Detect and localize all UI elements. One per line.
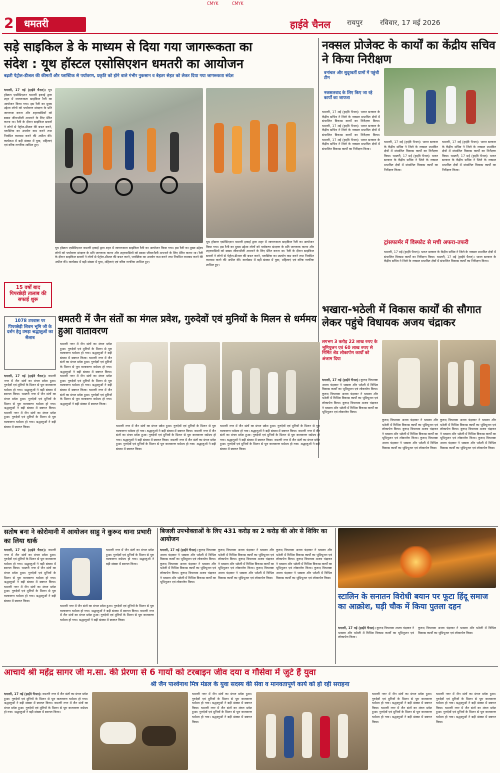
jain-photo-1 bbox=[116, 342, 168, 420]
jain-column-1: धमतरी, 17 मई (हाईवे चैनल)। धमतरी नगर में जैन संतों का मंगल प्रवेश हुआ। गुरुदेवों एवं मुनियों के मिलन से पूरा वातावरण धर्ममय हो गया। श्रद्धालुओं ने बड़ी संख्या में स्वागत किया। धमतरी नगर में जैन संतों का मंगल प्रवेश हुआ। गुरुदेवों एवं मुनियों के मिलन से पूरा वातावरण धर्ममय हो गया। श्रद्धालुओं ने बड़ी संख्या में स्वागत किया। धमतरी नगर में जैन संतों का मंगल प्रवेश हुआ। गुरुदेवों एवं मुनियों के मिलन से पूरा वातावरण धर्ममय हो गया। श्रद्धालुओं ने बड़ी संख्या में स्वागत किया। bbox=[4, 374, 56, 429]
lead-photo-cyclists bbox=[55, 88, 203, 243]
naxal-column-2: धमतरी, 17 मई (हाईवे चैनल)। भारत सरकार के केंद्रीय सचिव ने जिले के नक्सल प्रभावित क्षेत्रों में संचालित विकास कार्यों का निरीक्षण किया। धमतरी, 17 मई (हाईवे चैनल)। भारत सरकार के केंद्रीय सचिव ने जिले के नक्सल प्रभावित क्षेत्रों में संचालित विकास कार्यों का निरीक्षण किया। bbox=[384, 140, 438, 172]
bhakhara-column-3: कुरूद विधायक अजय चंद्राकर ने भखारा और भठेली में विभिन्न विकास कार्यों का भूमिपूजन एवं लोकार्पण किया। कुरूद विधायक अजय चंद्राकर ने भखारा और भठेली में विभिन्न विकास कार्यों का भूमिपूजन एवं लोकार्पण किया। कुरूद विधायक अजय चंद्राकर ने भखारा और भठेली में विभिन्न विकास कार्यों का भूमिपूजन एवं लोकार्पण किया। bbox=[440, 418, 496, 450]
cmyk-marker-left: CMYK bbox=[207, 1, 219, 6]
stalin-photo bbox=[338, 528, 496, 588]
jain-photo-2 bbox=[170, 342, 220, 420]
paper-name: हाईवे चैनल bbox=[290, 20, 331, 31]
bhakhara-headline: भखारा-भठेली में विकास कार्यों की सौगात लेकर पहुंचे विधायक अजय चंद्राकर bbox=[322, 304, 482, 329]
bhakhara-column-1: धमतरी, 17 मई (हाईवे चैनल)। कुरूद विधायक अजय चंद्राकर ने भखारा और भठेली में विभिन्न विकास कार्यों का भूमिपूजन एवं लोकार्पण किया। कुरूद विधायक अजय चंद्राकर ने भखारा और भठेली में विभिन्न विकास कार्यों का भूमिपूजन एवं लोकार्पण किया। कुरूद विधायक अजय चंद्राकर ने भखारा और भठेली में विभिन्न विकास कार्यों का भूमिपूजन एवं लोकार्पण किया। bbox=[322, 378, 378, 415]
stalin-column-2: कुरूद विधायक अजय चंद्राकर ने भखारा और भठेली में विभिन्न विकास कार्यों का भूमिपूजन एवं लोकार्पण किया। bbox=[418, 626, 496, 635]
kurud-column-1: धमतरी, 17 मई (हाईवे चैनल)। धमतरी नगर में जैन संतों का मंगल प्रवेश हुआ। गुरुदेवों एवं मुनियों के मिलन से पूरा वातावरण धर्ममय हो गया। श्रद्धालुओं ने बड़ी संख्या में स्वागत किया। धमतरी नगर में जैन संतों का मंगल प्रवेश हुआ। गुरुदेवों एवं मुनियों के मिलन से पूरा वातावरण धर्ममय हो गया। श्रद्धालुओं ने बड़ी संख्या में स्वागत किया। धमतरी नगर में जैन संतों का मंगल प्रवेश हुआ। गुरुदेवों एवं मुनियों के मिलन से पूरा वातावरण धर्ममय हो गया। श्रद्धालुओं ने बड़ी संख्या में स्वागत किया। bbox=[4, 548, 56, 603]
lead-headline-line-2: संदेश : यूथ हॉस्टल एसोसिएशन धमतरी का आयोजन bbox=[4, 56, 244, 71]
kurud-headline: सतोष बना ने कोरोमानी में आयोजन साहु ने कुरूद थाना प्रभारी का लिया धार्क bbox=[4, 528, 152, 545]
jain-dateline: धमतरी, 17 मई (हाईवे चैनल)। bbox=[4, 374, 46, 378]
lead-column-1 bbox=[4, 88, 52, 278]
jain-photo-3 bbox=[222, 342, 320, 420]
lead-column-2: यूथ हॉस्टल एसोसिएशन धमतरी इकाई द्वारा शहर में जागरूकता साइकिल रैली का आयोजन किया गया। इस रैली का मुख्य उद्देश्य लोगों को पर्यावरण संरक्षण के प्रति जागरूक करना और शहरवासियों को स्वस्थ जीवनशैली अपनाने के लिए प्रेरित करना था। रैली के दौरान साइकिल सवारों ने लोगों से पेट्रोल-डीजल की बचत करने, प्लास्टिक का उपयोग कम करने तथा नियमित व्यायाम करने की अपील की। कार्यक्रम में बड़ी संख्या में युवा, महिलाएं एवं वरिष्ठ नागरिक शामिल हुए। bbox=[55, 246, 203, 264]
kurud-column-3: धमतरी नगर में जैन संतों का मंगल प्रवेश हुआ। गुरुदेवों एवं मुनियों के मिलन से पूरा वातावरण धर्ममय हो गया। श्रद्धालुओं ने बड़ी संख्या में स्वागत किया। bbox=[106, 548, 154, 566]
aacharya-photo-group bbox=[256, 692, 368, 770]
bhakhara-column-2: कुरूद विधायक अजय चंद्राकर ने भखारा और भठेली में विभिन्न विकास कार्यों का भूमिपूजन एवं लोकार्पण किया। कुरूद विधायक अजय चंद्राकर ने भखारा और भठेली में विभिन्न विकास कार्यों का भूमिपूजन एवं लोकार्पण किया। कुरूद विधायक अजय चंद्राकर ने भखारा और भठेली में विभिन्न विकास कार्यों का भूमिपूजन एवं लोकार्पण किया। bbox=[382, 418, 438, 450]
issue-date: रविवार, 17 मई 2026 bbox=[380, 19, 441, 27]
aacharya-column-1: धमतरी, 17 मई (हाईवे चैनल)। धमतरी नगर में जैन संतों का मंगल प्रवेश हुआ। गुरुदेवों एवं मुनियों के मिलन से पूरा वातावरण धर्ममय हो गया। श्रद्धालुओं ने बड़ी संख्या में स्वागत किया। धमतरी नगर में जैन संतों का मंगल प्रवेश हुआ। गुरुदेवों एवं मुनियों के मिलन से पूरा वातावरण धर्ममय हो गया। श्रद्धालुओं ने बड़ी संख्या में स्वागत किया। bbox=[4, 692, 88, 715]
bijli-column-1: धमतरी, 17 मई (हाईवे चैनल)। कुरूद विधायक अजय चंद्राकर ने भखारा और भठेली में विभिन्न विकास कार्यों का भूमिपूजन एवं लोकार्पण किया। कुरूद विधायक अजय चंद्राकर ने भखारा और भठेली में विभिन्न विकास कार्यों का भूमिपूजन एवं लोकार्पण किया। कुरूद विधायक अजय चंद्राकर ने भखारा और भठेली में विभिन्न विकास कार्यों का भूमिपूजन एवं लोकार्पण किया। bbox=[160, 548, 216, 585]
kurud-photo bbox=[60, 548, 102, 600]
city-name: रायपुर bbox=[347, 19, 363, 27]
naxal-column-3: धमतरी, 17 मई (हाईवे चैनल)। भारत सरकार के केंद्रीय सचिव ने जिले के नक्सल प्रभावित क्षेत्रों में संचालित विकास कार्यों का निरीक्षण किया। धमतरी, 17 मई (हाईवे चैनल)। भारत सरकार के केंद्रीय सचिव ने जिले के नक्सल प्रभावित क्षेत्रों में संचालित विकास कार्यों का निरीक्षण किया। bbox=[442, 140, 496, 172]
naxal-headline: नक्सल प्रोजेक्ट के कार्यों का केंद्रीय सचिव ने किया निरीक्षण bbox=[322, 38, 496, 66]
aacharya-column-3: धमतरी नगर में जैन संतों का मंगल प्रवेश हुआ। गुरुदेवों एवं मुनियों के मिलन से पूरा वातावरण धर्ममय हो गया। श्रद्धालुओं ने बड़ी संख्या में स्वागत किया। धमतरी नगर में जैन संतों का मंगल प्रवेश हुआ। गुरुदेवों एवं मुनियों के मिलन से पूरा वातावरण धर्ममय हो गया। श्रद्धालुओं ने बड़ी संख्या में स्वागत किया। bbox=[372, 692, 432, 724]
lead-sidebar-box: 15 वर्षों बाद पिपरछेड़ी तालाब की सफाई शुरू bbox=[4, 282, 52, 308]
lead-headline bbox=[4, 38, 314, 72]
lead-body: यूथ हॉस्टल एसोसिएशन धमतरी इकाई द्वारा शहर में जागरूकता साइकिल रैली का आयोजन किया गया। इस रैली का मुख्य उद्देश्य लोगों को पर्यावरण संरक्षण के प्रति जागरूक करना और शहरवासियों को स्वस्थ जीवनशैली अपनाने के लिए प्रेरित करना था। रैली के दौरान साइकिल सवारों ने लोगों से पेट्रोल-डीजल की बचत करने, प्लास्टिक का उपयोग कम करने तथा नियमित व्यायाम करने की अपील की। कार्यक्रम में बड़ी संख्या में युवा, महिलाएं एवं वरिष्ठ नागरिक शामिल हुए। bbox=[4, 88, 52, 148]
aacharya-subhead: श्री जैन पार्श्वनाथ मित्र मंडल के युवा सदस्य की सेवा व मानवतापूर्ण कार्य को हो रही सराहना bbox=[150, 681, 350, 688]
jain-column-4: धमतरी नगर में जैन संतों का मंगल प्रवेश हुआ। गुरुदेवों एवं मुनियों के मिलन से पूरा वातावरण धर्ममय हो गया। श्रद्धालुओं ने बड़ी संख्या में स्वागत किया। धमतरी नगर में जैन संतों का मंगल प्रवेश हुआ। गुरुदेवों एवं मुनियों के मिलन से पूरा वातावरण धर्ममय हो गया। श्रद्धालुओं ने बड़ी संख्या में स्वागत किया। धमतरी नगर में जैन संतों का मंगल प्रवेश हुआ। गुरुदेवों एवं मुनियों के मिलन से पूरा वातावरण धर्ममय हो गया। श्रद्धालुओं ने बड़ी संख्या में स्वागत किया। bbox=[220, 424, 320, 451]
lead-photo-group bbox=[206, 88, 314, 238]
naxal-column-1: धमतरी, 17 मई (हाईवे चैनल)। भारत सरकार के केंद्रीय सचिव ने जिले के नक्सल प्रभावित क्षेत्रों में संचालित विकास कार्यों का निरीक्षण किया। धमतरी, 17 मई (हाईवे चैनल)। भारत सरकार के केंद्रीय सचिव ने जिले के नक्सल प्रभावित क्षेत्रों में संचालित विकास कार्यों का निरीक्षण किया। धमतरी, 17 मई (हाईवे चैनल)। भारत सरकार के केंद्रीय सचिव ने जिले के नक्सल प्रभावित क्षेत्रों में संचालित विकास कार्यों का निरीक्षण किया। bbox=[322, 110, 380, 151]
bhakhara-photo-2 bbox=[440, 340, 496, 414]
naxal-bullet-2: नकसलवाद के लिए किए जा रहे कार्यों का जायजा bbox=[324, 90, 373, 101]
lead-dateline: धमतरी, 17 मई (हाईवे चैनल)। bbox=[4, 88, 46, 92]
aacharya-headline: आचार्य श्री महेंद्र सागर जी म.सा. की प्रेरणा से 6 गायों को टरबाइन जीव दया व गौसेवा में जुटे हैं युवा bbox=[4, 668, 316, 678]
naxal-photo bbox=[384, 68, 496, 136]
transformer-body: धमतरी, 17 मई (हाईवे चैनल)। भारत सरकार के केंद्रीय सचिव ने जिले के नक्सल प्रभावित क्षेत्रों में संचालित विकास कार्यों का निरीक्षण किया। धमतरी, 17 मई (हाईवे चैनल)। भारत सरकार के केंद्रीय सचिव ने जिले के नक्सल प्रभावित क्षेत्रों में संचालित विकास कार्यों का निरीक्षण किया। bbox=[384, 250, 496, 264]
lead-headline-line-1: सड़े साइकिल डे के माध्यम से दिया गया जागरूकता का bbox=[4, 39, 253, 54]
lead-subhead: बढ़ती पेट्रोल-डीजल की कीमतों और प्लास्टिक से पर्यावरण, प्रकृति को होने वाले गंभीर नुकसान व बेहतर सेहत को लेकर दिया गया जागरूकता संदेश bbox=[4, 74, 234, 79]
aacharya-photo-cows bbox=[92, 692, 188, 770]
bijli-column-3: कुरूद विधायक अजय चंद्राकर ने भखारा और भठेली में विभिन्न विकास कार्यों का भूमिपूजन एवं लोकार्पण किया। कुरूद विधायक अजय चंद्राकर ने भखारा और भठेली में विभिन्न विकास कार्यों का भूमिपूजन एवं लोकार्पण किया। कुरूद विधायक अजय चंद्राकर ने भखारा और भठेली में विभिन्न विकास कार्यों का भूमिपूजन एवं लोकार्पण किया। bbox=[276, 548, 332, 580]
page-number: 2 bbox=[4, 16, 14, 32]
stalin-headline: स्टालिन के सनातन विरोधी बयान पर फूटा हिंदू समाज का आक्रोश, घड़ी चौक में किया पुतला दहन bbox=[338, 592, 489, 611]
jain-sidebar-box: 1078 उपवास पर पिपरछेड़ी शिवम भूमि जी के दर्शन हेतु उमड़ा श्रद्धालुओं का सैलाब bbox=[4, 316, 56, 370]
bhakhara-highlight: लगभग 3 करोड़ 22 लाख रुपए के भूमिपूजन एवं 60 लाख रुपए से निर्मित शेड लोकार्पण कार्यों को अंजाम दिया bbox=[322, 340, 378, 362]
transformer-headline: ट्रांसफार्मर में विस्फोट से मची अफरा-तफरी bbox=[384, 240, 469, 246]
aacharya-column-4: धमतरी नगर में जैन संतों का मंगल प्रवेश हुआ। गुरुदेवों एवं मुनियों के मिलन से पूरा वातावरण धर्ममय हो गया। श्रद्धालुओं ने बड़ी संख्या में स्वागत किया। धमतरी नगर में जैन संतों का मंगल प्रवेश हुआ। गुरुदेवों एवं मुनियों के मिलन से पूरा वातावरण धर्ममय हो गया। श्रद्धालुओं ने बड़ी संख्या में स्वागत किया। bbox=[436, 692, 496, 724]
masthead bbox=[2, 16, 498, 34]
stalin-column-1: धमतरी, 17 मई (हाईवे चैनल)। कुरूद विधायक अजय चंद्राकर ने भखारा और भठेली में विभिन्न विकास कार्यों का भूमिपूजन एवं लोकार्पण किया। bbox=[338, 626, 414, 640]
naxal-bullet-1: वनांचल और सुदूरवर्ती ग्रामों में पहुंची टीम bbox=[324, 70, 379, 81]
jain-column-3: धमतरी नगर में जैन संतों का मंगल प्रवेश हुआ। गुरुदेवों एवं मुनियों के मिलन से पूरा वातावरण धर्ममय हो गया। श्रद्धालुओं ने बड़ी संख्या में स्वागत किया। धमतरी नगर में जैन संतों का मंगल प्रवेश हुआ। गुरुदेवों एवं मुनियों के मिलन से पूरा वातावरण धर्ममय हो गया। श्रद्धालुओं ने बड़ी संख्या में स्वागत किया। धमतरी नगर में जैन संतों का मंगल प्रवेश हुआ। गुरुदेवों एवं मुनियों के मिलन से पूरा वातावरण धर्ममय हो गया। श्रद्धालुओं ने बड़ी संख्या में स्वागत किया। bbox=[116, 424, 216, 451]
kurud-column-2: धमतरी नगर में जैन संतों का मंगल प्रवेश हुआ। गुरुदेवों एवं मुनियों के मिलन से पूरा वातावरण धर्ममय हो गया। श्रद्धालुओं ने बड़ी संख्या में स्वागत किया। धमतरी नगर में जैन संतों का मंगल प्रवेश हुआ। गुरुदेवों एवं मुनियों के मिलन से पूरा वातावरण धर्ममय हो गया। श्रद्धालुओं ने बड़ी संख्या में स्वागत किया। bbox=[60, 604, 154, 622]
lead-column-3: यूथ हॉस्टल एसोसिएशन धमतरी इकाई द्वारा शहर में जागरूकता साइकिल रैली का आयोजन किया गया। इस रैली का मुख्य उद्देश्य लोगों को पर्यावरण संरक्षण के प्रति जागरूक करना और शहरवासियों को स्वस्थ जीवनशैली अपनाने के लिए प्रेरित करना था। रैली के दौरान साइकिल सवारों ने लोगों से पेट्रोल-डीजल की बचत करने, प्लास्टिक का उपयोग कम करने तथा नियमित व्यायाम करने की अपील की। कार्यक्रम में बड़ी संख्या में युवा, महिलाएं एवं वरिष्ठ नागरिक शामिल हुए। bbox=[206, 240, 314, 267]
bijli-headline: बिजली उपभोक्ताओं के लिए 431 करोड़ का 2 करोड़ की ओर से शिविर का आयोजन bbox=[160, 528, 328, 543]
jain-headline: धमतरी में जैन संतों का मंगल प्रवेश, गुरुदेवों एवं मुनियों के मिलन से धर्ममय हुआ वातावरण bbox=[58, 314, 317, 337]
bhakhara-photo-1 bbox=[382, 340, 438, 414]
bijli-column-2: कुरूद विधायक अजय चंद्राकर ने भखारा और भठेली में विभिन्न विकास कार्यों का भूमिपूजन एवं लोकार्पण किया। कुरूद विधायक अजय चंद्राकर ने भखारा और भठेली में विभिन्न विकास कार्यों का भूमिपूजन एवं लोकार्पण किया। कुरूद विधायक अजय चंद्राकर ने भखारा और भठेली में विभिन्न विकास कार्यों का भूमिपूजन एवं लोकार्पण किया। bbox=[218, 548, 274, 580]
section-tag: धमतरी bbox=[16, 17, 86, 32]
bhakhara-dateline: धमतरी, 17 मई (हाईवे चैनल)। bbox=[322, 378, 360, 382]
cmyk-marker-right: CMYK bbox=[232, 1, 244, 6]
aacharya-column-2: धमतरी नगर में जैन संतों का मंगल प्रवेश हुआ। गुरुदेवों एवं मुनियों के मिलन से पूरा वातावरण धर्ममय हो गया। श्रद्धालुओं ने बड़ी संख्या में स्वागत किया। धमतरी नगर में जैन संतों का मंगल प्रवेश हुआ। गुरुदेवों एवं मुनियों के मिलन से पूरा वातावरण धर्ममय हो गया। श्रद्धालुओं ने बड़ी संख्या में स्वागत किया। bbox=[192, 692, 252, 724]
jain-column-2: धमतरी नगर में जैन संतों का मंगल प्रवेश हुआ। गुरुदेवों एवं मुनियों के मिलन से पूरा वातावरण धर्ममय हो गया। श्रद्धालुओं ने बड़ी संख्या में स्वागत किया। धमतरी नगर में जैन संतों का मंगल प्रवेश हुआ। गुरुदेवों एवं मुनियों के मिलन से पूरा वातावरण धर्ममय हो गया। श्रद्धालुओं ने बड़ी संख्या में स्वागत किया। धमतरी नगर में जैन संतों का मंगल प्रवेश हुआ। गुरुदेवों एवं मुनियों के मिलन से पूरा वातावरण धर्ममय हो गया। श्रद्धालुओं ने बड़ी संख्या में स्वागत किया। धमतरी नगर में जैन संतों का मंगल प्रवेश हुआ। गुरुदेवों एवं मुनियों के मिलन से पूरा वातावरण धर्ममय हो गया। श्रद्धालुओं ने बड़ी संख्या में स्वागत किया। bbox=[60, 342, 112, 406]
